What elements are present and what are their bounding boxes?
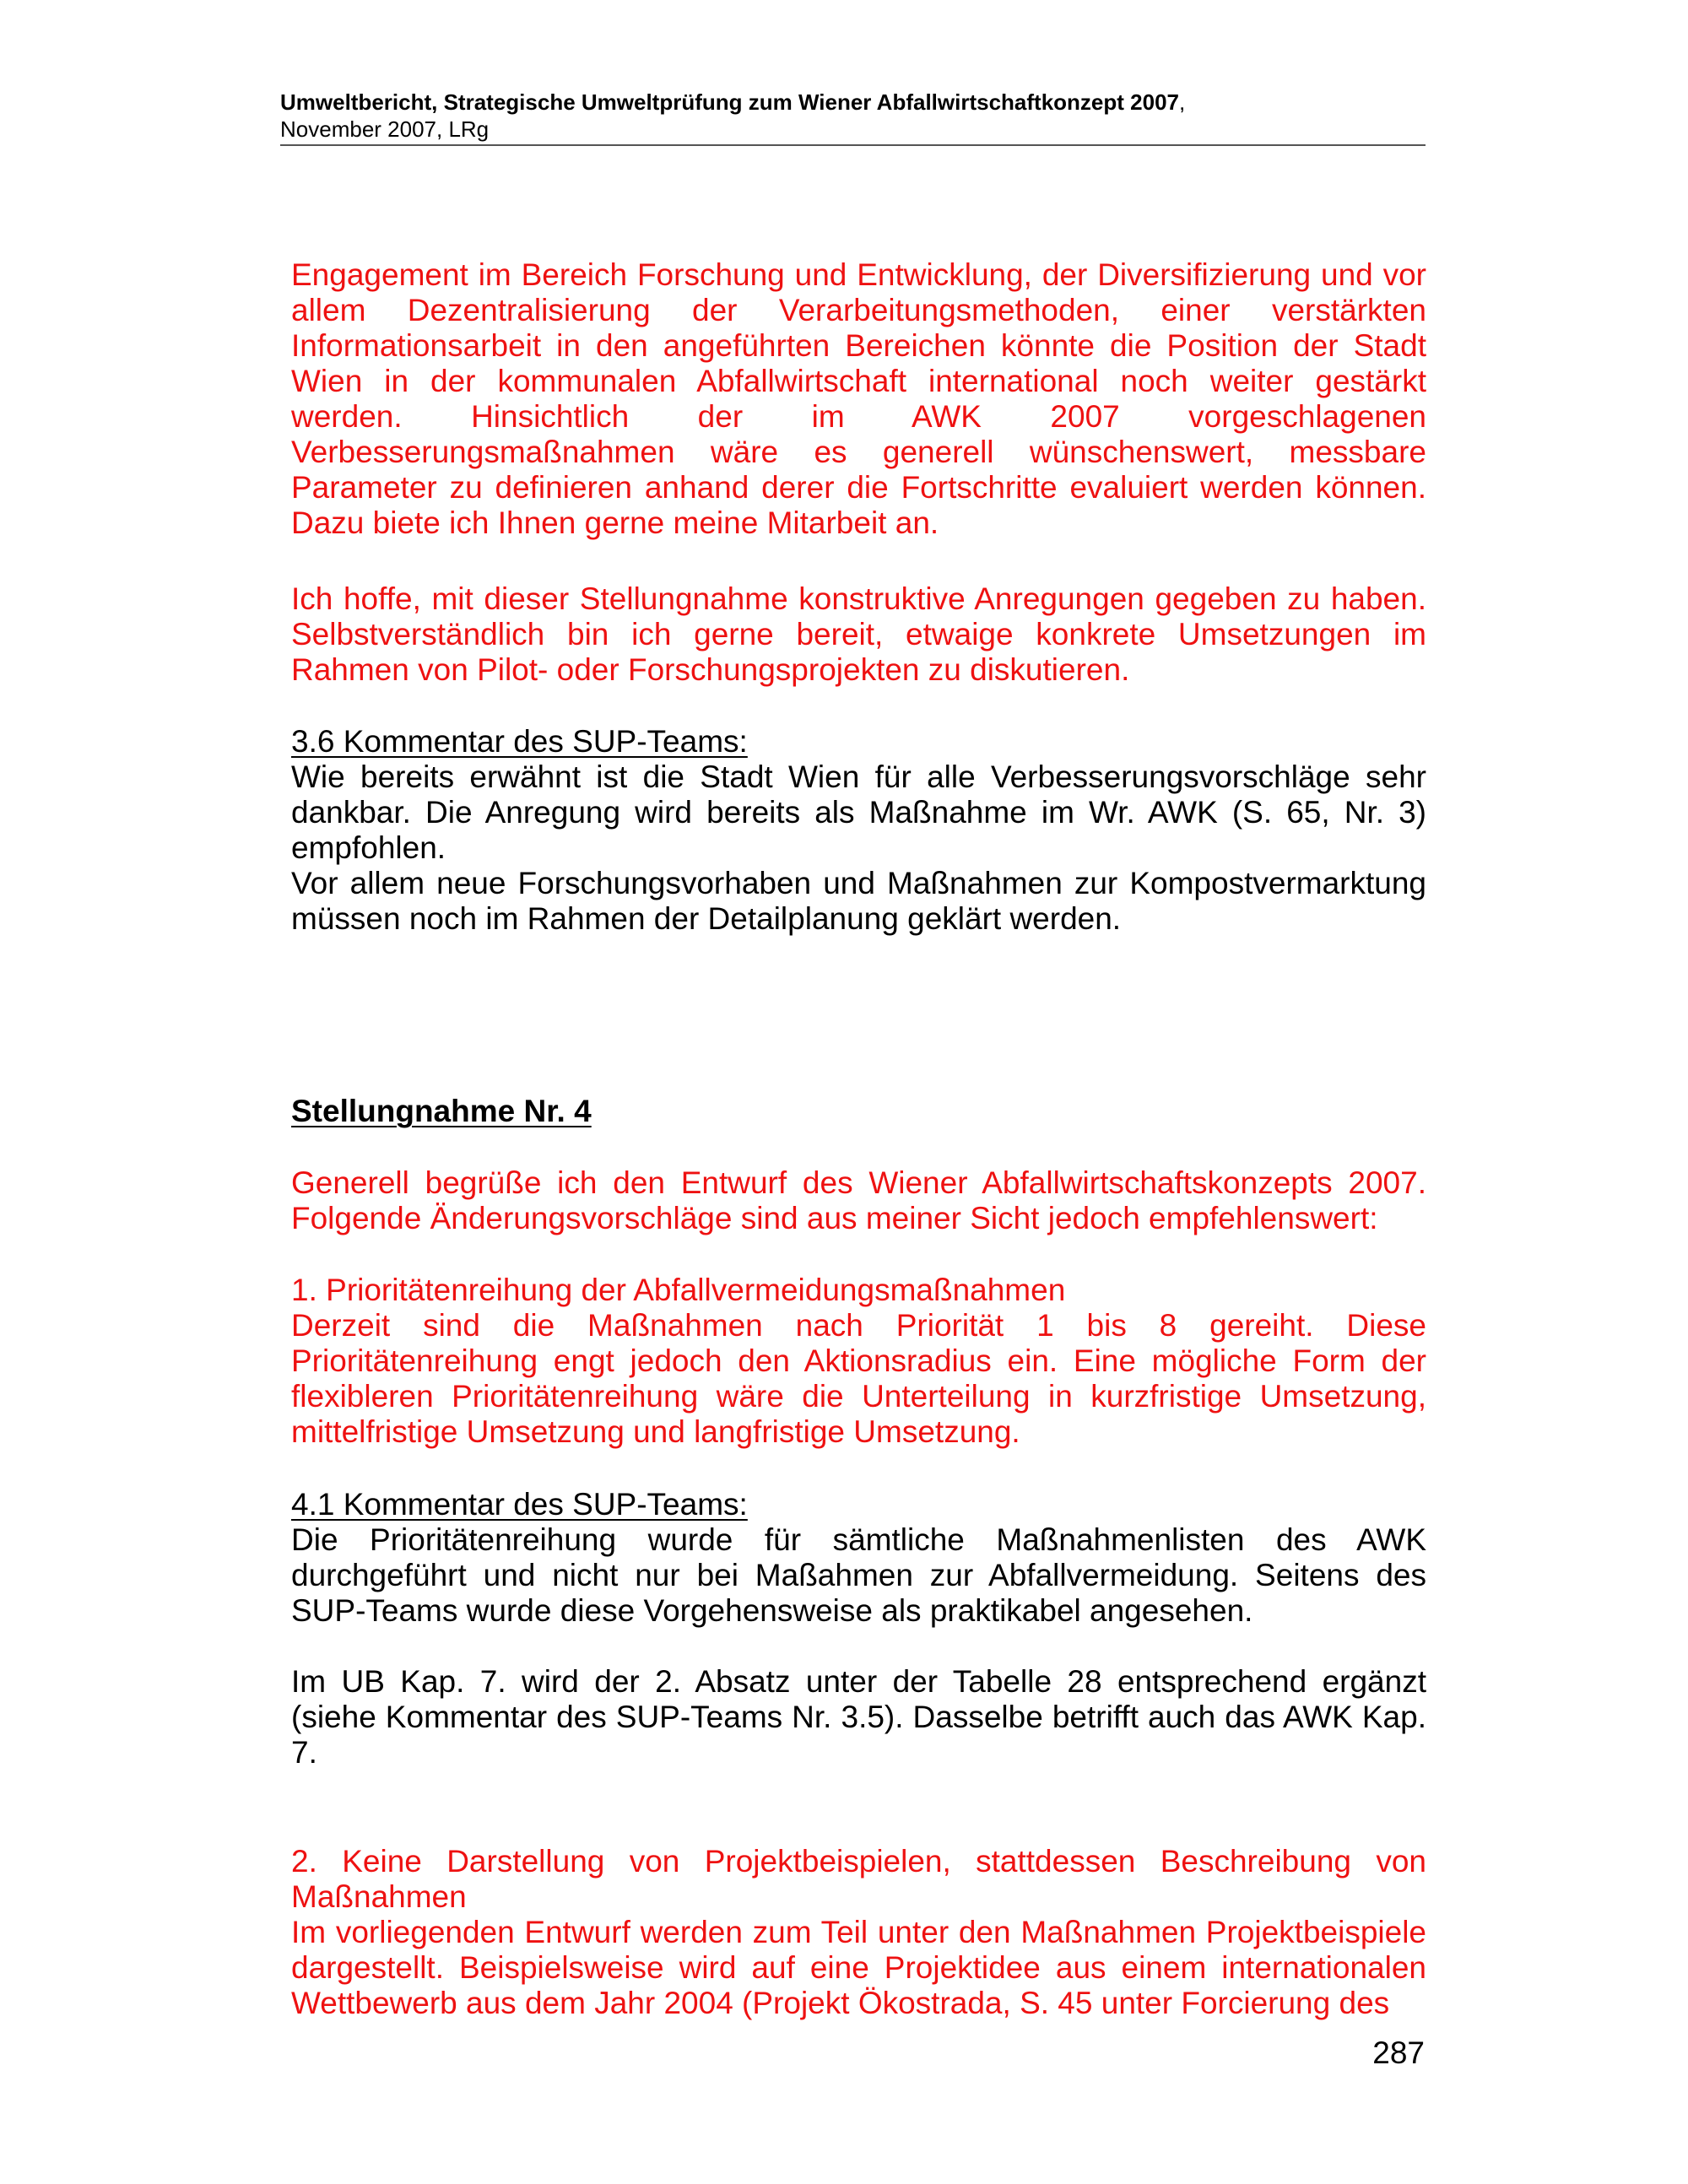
statement-4-heading-text: Stellungnahme Nr. 4 <box>291 1094 592 1128</box>
comment-4-1-heading <box>291 1487 1426 1522</box>
header-title: Umweltbericht, Strategische Umweltprüfung zum Wiener Abfallwirtschaftkonzept 2007 <box>280 89 1179 115</box>
comment-3-6-heading <box>291 724 1426 760</box>
comment-4-1-heading-text: 4.1 Kommentar des SUP-Teams: <box>291 1487 748 1522</box>
paragraph-engagement: Engagement im Bereich Forschung und Entwicklung, der Diversifizierung und vor allem Dezentralisierung der Verarbeitungsmethoden, einer verstärkten Informationsarbeit in den angeführten Bereichen könnte die Position der Stadt Wien in der kommunalen Abfallwirtschaft international noch weiter gestärkt werden. Hinsichtlich der im AWK 2007 vorgeschlagenen Verbesserungsmaßnahmen wäre es generell wünschenswert, messbare Parameter zu definieren anhand derer die Fortschritte evaluiert werden können. Dazu biete ich Ihnen gerne meine Mitarbeit an. <box>291 257 1426 540</box>
point-2-text: Im vorliegenden Entwurf werden zum Teil unter den Maßnahmen Projektbeispiele dargestellt. Beispielsweise wird auf eine Projektidee aus einem internationalen Wettbewerb aus dem Jahr 2004 (Projekt Ökostrada, S. 45 unter Forcierung des <box>291 1915 1426 2020</box>
paragraph-closing-hope: Ich hoffe, mit dieser Stellungnahme konstruktive Anregungen gegeben zu haben. Selbstverständlich bin ich gerne bereit, etwaige konkrete Umsetzungen im Rahmen von Pilot- oder Forschungsprojekten zu diskutieren. <box>291 581 1426 687</box>
point-2-title: 2. Keine Darstellung von Projektbeispielen, stattdessen Beschreibung von Maßnahmen <box>291 1844 1426 1914</box>
comment-3-6-heading-text: 3.6 Kommentar des SUP-Teams: <box>291 724 748 759</box>
statement-4-heading <box>291 1094 1426 1129</box>
statement-4-intro: Generell begrüße ich den Entwurf des Wiener Abfallwirtschaftskonzepts 2007. Folgende Änderungsvorschläge sind aus meiner Sicht jedoch empfehlenswert: <box>291 1165 1426 1235</box>
page-number: 287 <box>1372 2035 1425 2070</box>
comment-4-1-text: Die Prioritätenreihung wurde für sämtliche Maßnahmenlisten des AWK durchgeführt und nicht nur bei Maßahmen zur Abfallvermeidung. Seitens des SUP-Teams wurde diese Vorgehensweise als praktikabel angesehen. <box>291 1522 1426 1628</box>
header-subtitle: November 2007, LRg <box>280 116 490 142</box>
page-header <box>280 89 1426 146</box>
point-1-title: 1. Prioritätenreihung der Abfallvermeidungsmaßnahmen <box>291 1273 1066 1307</box>
comment-3-6-text-continued: Vor allem neue Forschungsvorhaben und Maßnahmen zur Kompostvermarktung müssen noch im Rahmen der Detailplanung geklärt werden. <box>291 866 1426 936</box>
comment-4-1-text-continued: Im UB Kap. 7. wird der 2. Absatz unter der Tabelle 28 entsprechend ergänzt (siehe Kommentar des SUP-Teams Nr. 3.5). Dasselbe betrifft auch das AWK Kap. 7. <box>291 1664 1426 1770</box>
comment-3-6-text: Wie bereits erwähnt ist die Stadt Wien für alle Verbesserungsvorschläge sehr dankbar. Die Anregung wird bereits als Maßnahme im Wr. AWK (S. 65, Nr. 3) empfohlen. <box>291 760 1426 865</box>
point-1-text: Derzeit sind die Maßnahmen nach Priorität 1 bis 8 gereiht. Diese Prioritätenreihung engt jedoch den Aktionsradius ein. Eine mögliche Form der flexibleren Prioritätenreihung wäre die Unterteilung in kurzfristige Umsetzung, mittelfristige Umsetzung und langfristige Umsetzung. <box>291 1308 1426 1449</box>
header-title-comma: , <box>1179 89 1186 115</box>
header-title-line <box>280 89 1426 116</box>
